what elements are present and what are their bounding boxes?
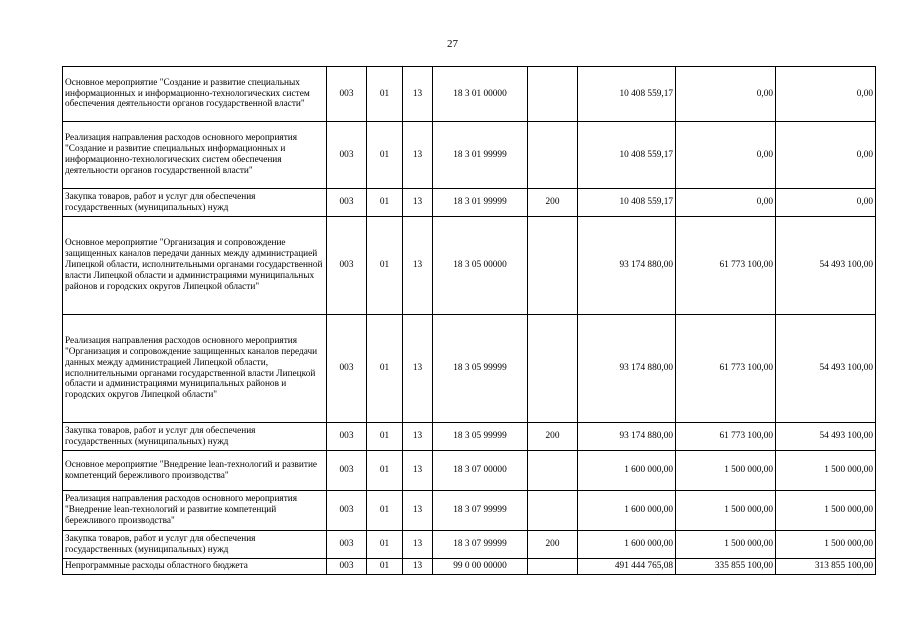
table-row — [63, 491, 876, 531]
subsection-code: 13 — [403, 67, 433, 122]
amount-year-2: 1 500 000,00 — [676, 491, 776, 531]
amount-year-3: 0,00 — [776, 122, 876, 189]
expense-name: Основное мероприятие "Внедрение lean-технологий и развитие компетенций бережливого производства" — [63, 451, 327, 491]
amount-year-3: 54 493 100,00 — [776, 315, 876, 423]
amount-year-3: 313 855 100,00 — [776, 559, 876, 575]
table-row — [63, 67, 876, 122]
amount-year-1: 10 408 559,17 — [578, 67, 676, 122]
section-code: 01 — [367, 189, 403, 217]
expense-type-code — [528, 491, 578, 531]
ved-code: 003 — [327, 531, 367, 559]
subsection-code: 13 — [403, 559, 433, 575]
expense-type-code: 200 — [528, 531, 578, 559]
expense-name: Реализация направления расходов основного мероприятия "Создание и развитие специальных информационных и информационно-технологических систем обеспечения деятельности органов государственной власти" — [63, 122, 327, 189]
amount-year-3: 0,00 — [776, 67, 876, 122]
ved-code: 003 — [327, 189, 367, 217]
subsection-code: 13 — [403, 451, 433, 491]
amount-year-3: 1 500 000,00 — [776, 531, 876, 559]
table-row — [63, 531, 876, 559]
expense-name: Закупка товаров, работ и услуг для обеспечения государственных (муниципальных) нужд — [63, 423, 327, 451]
target-article-code: 18 3 01 99999 — [433, 122, 528, 189]
subsection-code: 13 — [403, 189, 433, 217]
table-row — [63, 423, 876, 451]
table-row — [63, 451, 876, 491]
amount-year-2: 0,00 — [676, 67, 776, 122]
target-article-code: 18 3 05 99999 — [433, 315, 528, 423]
ved-code: 003 — [327, 67, 367, 122]
amount-year-1: 1 600 000,00 — [578, 451, 676, 491]
amount-year-3: 54 493 100,00 — [776, 217, 876, 315]
ved-code: 003 — [327, 451, 367, 491]
target-article-code: 18 3 07 00000 — [433, 451, 528, 491]
expense-type-code — [528, 315, 578, 423]
section-code: 01 — [367, 423, 403, 451]
amount-year-1: 491 444 765,08 — [578, 559, 676, 575]
ved-code: 003 — [327, 559, 367, 575]
target-article-code: 18 3 07 99999 — [433, 491, 528, 531]
subsection-code: 13 — [403, 531, 433, 559]
subsection-code: 13 — [403, 122, 433, 189]
amount-year-3: 1 500 000,00 — [776, 491, 876, 531]
amount-year-1: 10 408 559,17 — [578, 122, 676, 189]
ved-code: 003 — [327, 122, 367, 189]
ved-code: 003 — [327, 217, 367, 315]
amount-year-2: 61 773 100,00 — [676, 423, 776, 451]
subsection-code: 13 — [403, 423, 433, 451]
expense-type-code — [528, 122, 578, 189]
amount-year-1: 1 600 000,00 — [578, 491, 676, 531]
target-article-code: 18 3 07 99999 — [433, 531, 528, 559]
table-row — [63, 122, 876, 189]
section-code: 01 — [367, 491, 403, 531]
target-article-code: 99 0 00 00000 — [433, 559, 528, 575]
expense-name: Реализация направления расходов основного мероприятия "Организация и сопровождение защищенных каналов передачи данных между администрацией Липецкой области, исполнительными органами государственной власти Липецкой области и администрациями муниципальных районов и городских округов Липецкой области" — [63, 315, 327, 423]
amount-year-1: 1 600 000,00 — [578, 531, 676, 559]
amount-year-1: 10 408 559,17 — [578, 189, 676, 217]
expense-type-code — [528, 451, 578, 491]
table-row — [63, 217, 876, 315]
ved-code: 003 — [327, 491, 367, 531]
amount-year-3: 54 493 100,00 — [776, 423, 876, 451]
expense-name: Основное мероприятие "Организация и сопровождение защищенных каналов передачи данных между администрацией Липецкой области, исполнительными органами государственной власти Липецкой области и администрациями муниципальных районов и городских округов Липецкой области" — [63, 217, 327, 315]
expense-name: Закупка товаров, работ и услуг для обеспечения государственных (муниципальных) нужд — [63, 189, 327, 217]
expense-type-code — [528, 559, 578, 575]
amount-year-2: 1 500 000,00 — [676, 531, 776, 559]
amount-year-2: 61 773 100,00 — [676, 217, 776, 315]
amount-year-2: 0,00 — [676, 122, 776, 189]
budget-table — [62, 66, 876, 575]
section-code: 01 — [367, 315, 403, 423]
amount-year-1: 93 174 880,00 — [578, 217, 676, 315]
page-number: 27 — [447, 38, 458, 50]
section-code: 01 — [367, 531, 403, 559]
section-code: 01 — [367, 67, 403, 122]
expense-type-code — [528, 217, 578, 315]
subsection-code: 13 — [403, 217, 433, 315]
expense-name: Основное мероприятие "Создание и развитие специальных информационных и информационно-технологических систем обеспечения деятельности органов государственной власти" — [63, 67, 327, 122]
ved-code: 003 — [327, 315, 367, 423]
target-article-code: 18 3 01 99999 — [433, 189, 528, 217]
amount-year-2: 61 773 100,00 — [676, 315, 776, 423]
table-row — [63, 559, 876, 575]
amount-year-2: 335 855 100,00 — [676, 559, 776, 575]
amount-year-3: 0,00 — [776, 189, 876, 217]
section-code: 01 — [367, 122, 403, 189]
ved-code: 003 — [327, 423, 367, 451]
amount-year-1: 93 174 880,00 — [578, 315, 676, 423]
target-article-code: 18 3 05 00000 — [433, 217, 528, 315]
amount-year-3: 1 500 000,00 — [776, 451, 876, 491]
amount-year-1: 93 174 880,00 — [578, 423, 676, 451]
expense-name: Реализация направления расходов основного мероприятия "Внедрение lean-технологий и развитие компетенций бережливого производства" — [63, 491, 327, 531]
table-row — [63, 315, 876, 423]
section-code: 01 — [367, 559, 403, 575]
table-row — [63, 189, 876, 217]
expense-type-code — [528, 67, 578, 122]
target-article-code: 18 3 05 99999 — [433, 423, 528, 451]
expense-name: Непрограммные расходы областного бюджета — [63, 559, 327, 575]
expense-name: Закупка товаров, работ и услуг для обеспечения государственных (муниципальных) нужд — [63, 531, 327, 559]
expense-type-code: 200 — [528, 189, 578, 217]
section-code: 01 — [367, 451, 403, 491]
subsection-code: 13 — [403, 491, 433, 531]
amount-year-2: 1 500 000,00 — [676, 451, 776, 491]
section-code: 01 — [367, 217, 403, 315]
expense-type-code: 200 — [528, 423, 578, 451]
subsection-code: 13 — [403, 315, 433, 423]
amount-year-2: 0,00 — [676, 189, 776, 217]
target-article-code: 18 3 01 00000 — [433, 67, 528, 122]
